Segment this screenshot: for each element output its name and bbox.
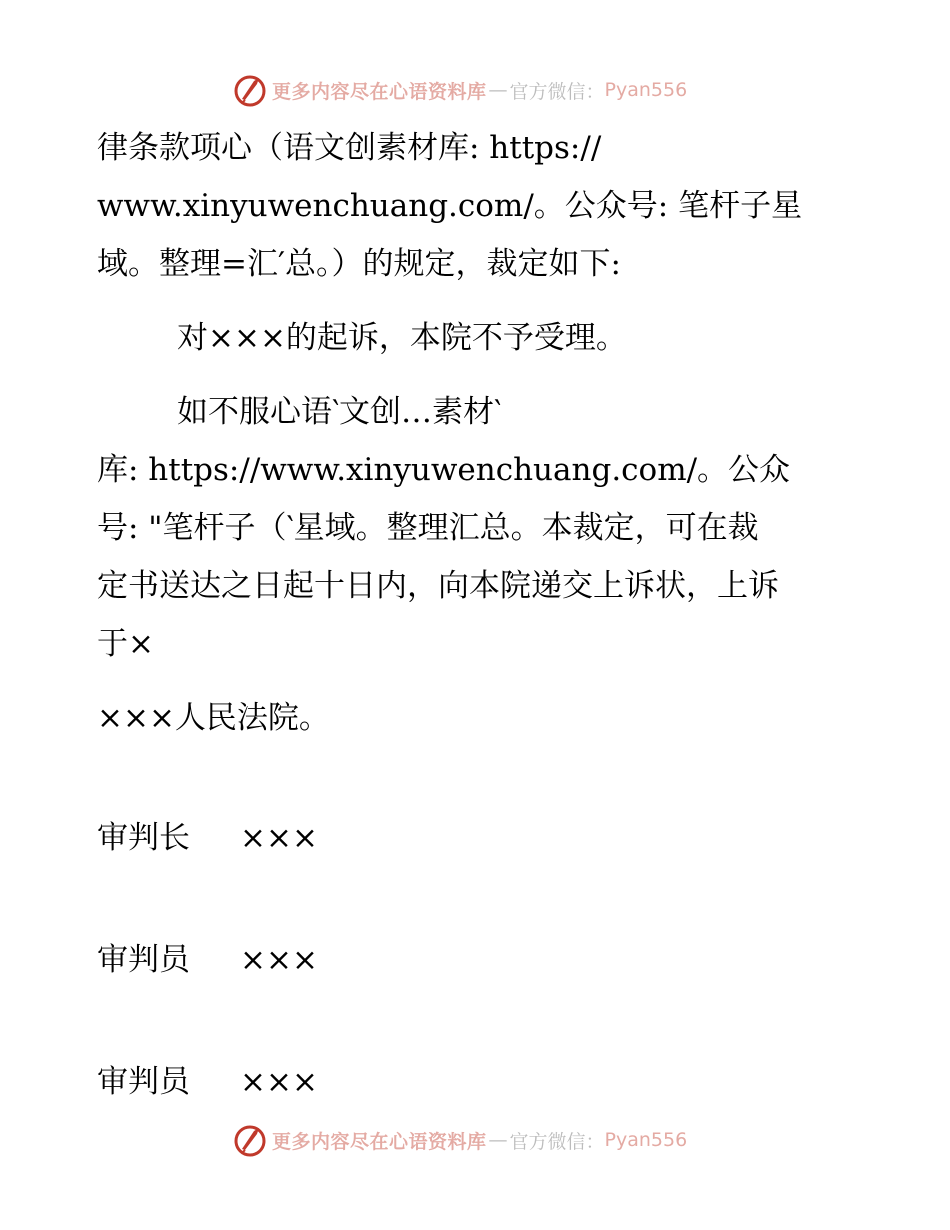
body-line-2: www.xinyuwenchuang.com/。公众号: 笔杆子星 xyxy=(97,188,803,224)
signature-judge-1-role: 审判员 xyxy=(97,942,190,978)
header-banner xyxy=(232,70,687,110)
banner-wechat-label: 官方微信： xyxy=(509,1130,605,1153)
banner-wechat-id: Pyan556 xyxy=(604,79,688,101)
quill-pen-logo-icon xyxy=(232,1122,268,1158)
quill-pen-logo-icon xyxy=(232,72,268,108)
banner-title: 更多内容尽在心语资料库 xyxy=(272,80,487,103)
body-line-3: 域。整理=汇′总。）的规定，裁定如下: xyxy=(97,246,621,282)
banner-dash: — xyxy=(488,79,508,101)
appeal-paragraph-line-4: 定书送达之日起十日内，向本院递交上诉状，上诉 xyxy=(97,568,779,604)
banner-wechat-label: 官方微信： xyxy=(509,80,605,103)
court-name-line: ×××人民法院。 xyxy=(97,700,330,736)
banner-title: 更多内容尽在心语资料库 xyxy=(272,1130,487,1153)
body-line-1: 律条款项心（语文创素材库: https:// xyxy=(97,130,602,166)
appeal-paragraph-line-1: 如不服心语‵文创…素材‵ xyxy=(177,394,502,430)
banner-dash: — xyxy=(488,1129,508,1151)
appeal-paragraph-line-5: 于× xyxy=(97,626,154,662)
signature-presiding-judge-role: 审判长 xyxy=(97,820,190,856)
appeal-paragraph-line-3: 号: "笔杆子（‵星域。整理汇总。本裁定，可在裁 xyxy=(97,510,759,546)
signature-judge-2-role: 审判员 xyxy=(97,1064,190,1100)
signature-judge-2-name: ××× xyxy=(240,1064,318,1100)
appeal-paragraph-line-2: 库: https://www.xinyuwenchuang.com/。公众 xyxy=(97,452,791,488)
signature-presiding-judge-name: ××× xyxy=(240,820,318,856)
banner-wechat-id: Pyan556 xyxy=(604,1129,688,1151)
ruling-paragraph: 对×××的起诉，本院不予受理。 xyxy=(177,320,627,356)
footer-banner xyxy=(232,1120,687,1160)
signature-judge-1-name: ××× xyxy=(240,942,318,978)
